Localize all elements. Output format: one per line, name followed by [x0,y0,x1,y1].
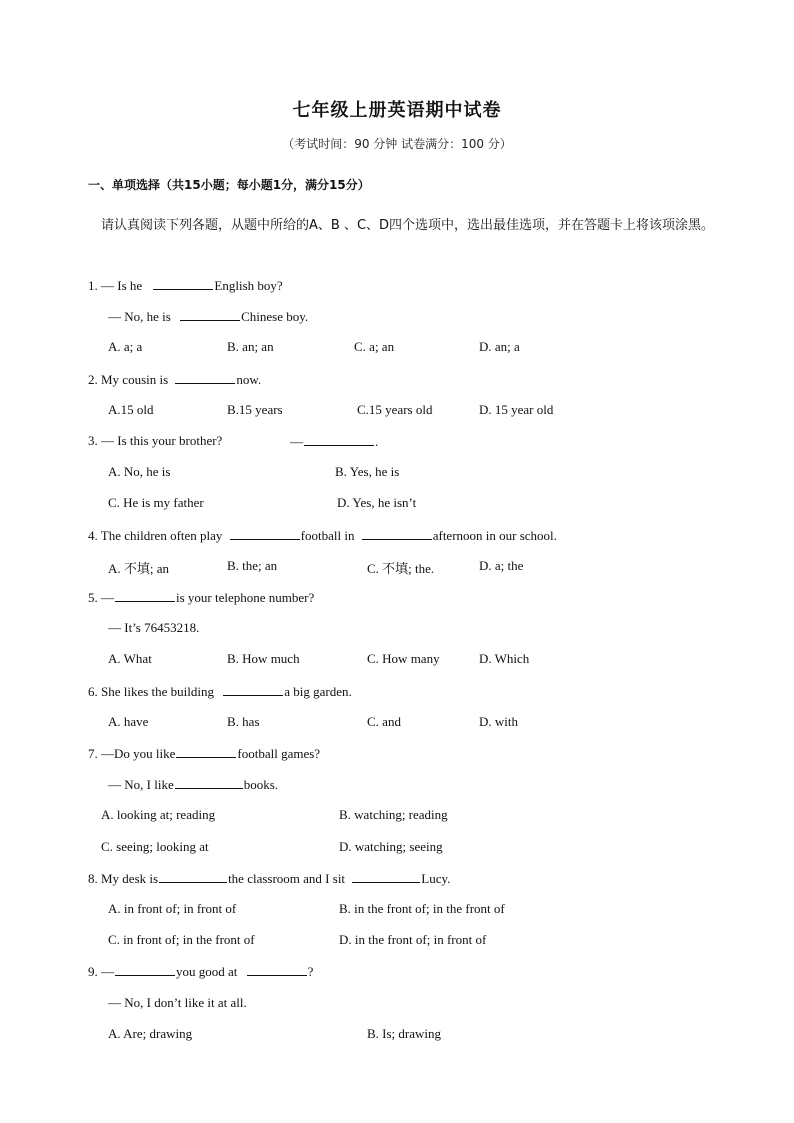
option-a[interactable]: A. a; a [108,339,143,354]
option-a[interactable]: A. What [108,651,152,666]
answer-blank[interactable] [352,870,420,883]
option-a[interactable]: A. looking at; reading [101,807,216,822]
option-d[interactable]: D. with [479,714,518,729]
answer-blank[interactable] [175,776,243,789]
option-d[interactable]: D. watching; seeing [339,839,443,854]
option-a[interactable]: A. in front of; in front of [108,901,237,916]
page-title: 七年级上册英语期中试卷 [292,100,502,121]
answer-blank[interactable] [115,589,175,602]
option-b[interactable]: B. How much [227,651,300,666]
option-a[interactable]: A. Are; drawing [108,1026,193,1041]
option-c[interactable]: C.15 years old [357,402,433,417]
option-a[interactable]: A. have [108,714,149,729]
option-d[interactable]: D. Yes, he isn’t [337,495,417,510]
answer-blank[interactable] [223,683,283,696]
option-b[interactable]: B. Is; drawing [367,1026,442,1041]
option-c[interactable]: C. How many [367,651,440,666]
option-b[interactable]: B. the; an [227,558,278,573]
section-heading: 一、单项选择（共15小题；每小题1分，满分15分） [88,178,370,192]
exam-info: （考试时间：90 分钟 试卷满分：100 分） [282,137,512,151]
answer-blank[interactable] [180,308,240,321]
question-7-reply: — No, I like books. [108,777,279,792]
option-a[interactable]: A. No, he is [108,464,171,479]
question-3-reply: — . [290,434,379,449]
option-a[interactable]: A.15 old [108,402,154,417]
answer-blank[interactable] [362,527,432,540]
answer-blank[interactable] [115,963,175,976]
option-d[interactable]: D. an; a [479,339,520,354]
question-5: 5. — is your telephone number? [88,590,315,605]
question-6: 6. She likes the building a big garden. [88,684,352,699]
option-d[interactable]: D. 15 year old [479,402,554,417]
answer-blank[interactable] [230,527,300,540]
question-1-reply: — No, he is Chinese boy. [108,309,309,324]
option-b[interactable]: B.15 years [227,402,283,417]
option-c[interactable]: C. in front of; in the front of [108,932,255,947]
option-a[interactable]: A. 不填; an [108,561,170,576]
question-1: 1. — Is he English boy? [88,278,283,293]
answer-blank[interactable] [175,371,235,384]
question-3: 3. — Is this your brother? [88,433,223,448]
option-d[interactable]: D. in the front of; in front of [339,932,487,947]
answer-blank[interactable] [159,870,227,883]
question-5-reply: — It’s 76453218. [108,620,200,635]
question-9: 9. — you good at ? [88,964,314,979]
option-b[interactable]: B. has [227,714,260,729]
question-9-reply: — No, I don’t like it at all. [108,995,247,1010]
option-c[interactable]: C. a; an [354,339,395,354]
question-7: 7. —Do you like football games? [88,746,321,761]
question-2: 2. My cousin is now. [88,372,262,387]
answer-blank[interactable] [153,277,213,290]
option-b[interactable]: B. watching; reading [339,807,448,822]
option-c[interactable]: C. He is my father [108,495,204,510]
question-8: 8. My desk is the classroom and I sit Lucy. [88,871,451,886]
instructions: 请认真阅读下列各题，从题中所给的A、B 、C、D四个选项中，选出最佳选项，并在答题卡上将该项涂黑。 [101,218,715,233]
option-c[interactable]: C. seeing; looking at [101,839,209,854]
option-b[interactable]: B. Yes, he is [335,464,400,479]
option-d[interactable]: D. Which [479,651,530,666]
answer-blank[interactable] [247,963,307,976]
option-b[interactable]: B. in the front of; in the front of [339,901,505,916]
option-c[interactable]: C. 不填; the. [367,561,435,576]
answer-blank[interactable] [176,745,236,758]
option-d[interactable]: D. a; the [479,558,524,573]
option-c[interactable]: C. and [367,714,401,729]
option-b[interactable]: B. an; an [227,339,274,354]
answer-blank[interactable] [304,433,374,446]
question-4: 4. The children often play football in afternoon in our school. [88,528,557,543]
